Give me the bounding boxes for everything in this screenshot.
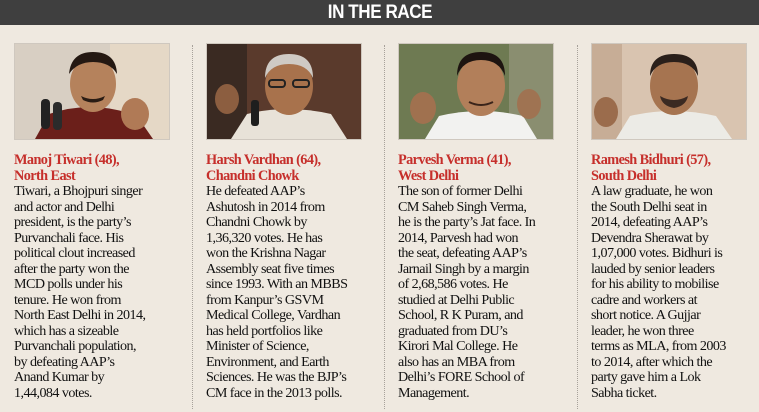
candidate-name: Manoj Tiwari (48), North East <box>14 152 120 184</box>
candidate-bio: The son of former Delhi CM Saheb Singh Verma, he is the party’s Jat face. In 2014, Parvesh had won the seat, defeating AAP’s Jarnail Singh by a margin of 2,68,586 votes. He studied at Delhi Public School, R K Puram, and graduated from DU’s Kirori Mal College. He also has an MBA from Delhi’s FORE School of Management. <box>398 183 536 401</box>
candidate-name: Ramesh Bidhuri (57), South Delhi <box>591 152 711 184</box>
column-divider <box>577 45 578 409</box>
candidate-bio: A law graduate, he won the South Delhi seat in 2014, defeating AAP’s Devendra Sherawat by 1,07,000 votes. Bidhuri is lauded by senior leaders for his ability to mobilise cadre and workers at short notice. A Gujjar leader, he won three terms as MLA, from 2003 to 2014, after which the party gave him a Lok Sabha ticket. <box>591 183 726 401</box>
candidate-photo-illustration <box>592 44 746 139</box>
column-divider <box>192 45 193 409</box>
candidate-card-parvesh-verma <box>398 43 560 401</box>
candidate-photo <box>591 43 747 140</box>
candidate-bio: Tiwari, a Bhojpuri singer and actor and Delhi president, is the party’s Purvanchali face. His political clout increased after the party won the MCD polls under his tenure. He won from North East Delhi in 2014, which has a sizeable Purvanchali population, by defeating AAP’s Anand Kumar by 1,44,084 votes. <box>14 183 146 401</box>
banner-title: IN THE RACE <box>327 1 432 23</box>
candidate-name: Harsh Vardhan (64), Chandni Chowk <box>206 152 321 184</box>
candidate-card-ramesh-bidhuri <box>591 43 753 401</box>
candidate-name: Parvesh Verma (41), West Delhi <box>398 152 511 184</box>
candidate-photo-illustration <box>399 44 553 139</box>
column-divider <box>384 45 385 409</box>
candidate-photo <box>206 43 362 140</box>
candidate-photo-illustration <box>15 44 169 139</box>
candidate-bio: He defeated AAP’s Ashutosh in 2014 from Chandni Chowk by 1,36,320 votes. He has won the Krishna Nagar Assembly seat five times since 1993. With an MBBS from Kanpur’s GSVM Medical College, Vardhan has held portfolios like Minister of Science, Environment, and Earth Sciences. He was the BJP’s CM face in the 2013 polls. <box>206 183 348 401</box>
section-banner <box>0 0 759 25</box>
candidate-photo <box>14 43 170 140</box>
candidate-photo-illustration <box>207 44 361 139</box>
candidate-photo <box>398 43 554 140</box>
candidate-card-harsh-vardhan <box>206 43 368 401</box>
candidate-card-manoj-tiwari <box>14 43 176 401</box>
